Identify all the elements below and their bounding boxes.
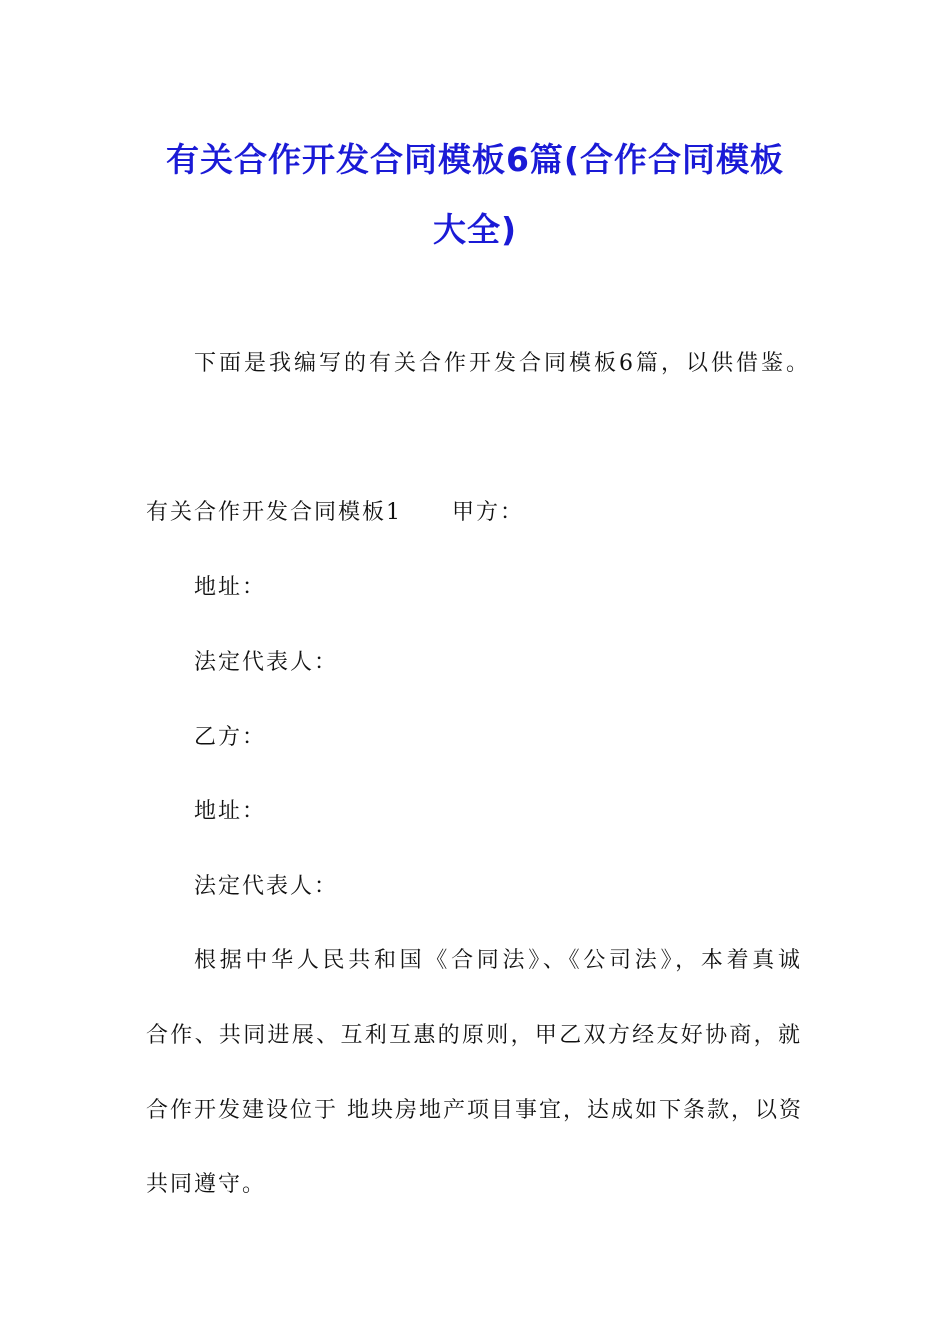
intro-paragraph: 下面是我编写的有关合作开发合同模板6篇，以供借鉴。: [194, 351, 811, 376]
body-paragraph-line-3: 合作开发建设位于 地块房地产项目事宜，达成如下条款，以资: [146, 1098, 803, 1123]
party-b-address: 地址：: [194, 799, 267, 824]
body-paragraph-line-1: 根据中华人民共和国《合同法》、《公司法》，本着真诚: [194, 948, 802, 973]
document-title-line-2: 大全): [432, 210, 518, 249]
party-a-representative: 法定代表人：: [194, 650, 339, 675]
party-a-address: 地址：: [194, 575, 267, 600]
body-paragraph-line-2: 合作、共同进展、互利互惠的原则，甲乙双方经友好协商，就: [146, 1023, 802, 1048]
body-paragraph-line-4: 共同遵守。: [146, 1172, 267, 1197]
party-b-label: 乙方：: [194, 725, 267, 750]
section-heading: 有关合作开发合同模板1: [146, 500, 402, 525]
party-a-label: 甲方：: [452, 500, 525, 525]
document-title-line-1: 有关合作开发合同模板6篇(合作合同模板: [165, 140, 785, 179]
party-b-representative: 法定代表人：: [194, 874, 339, 899]
